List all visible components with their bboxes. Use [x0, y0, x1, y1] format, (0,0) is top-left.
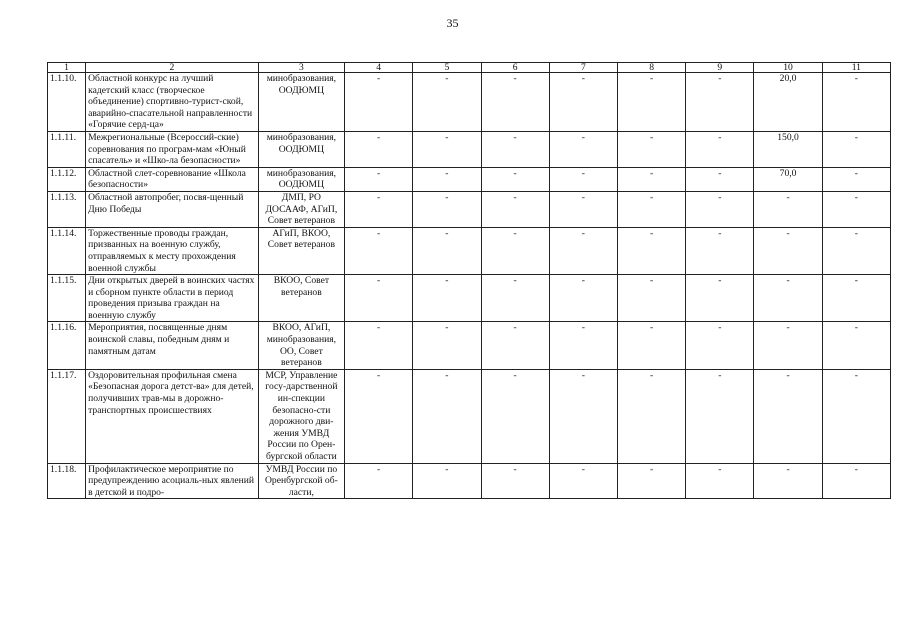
header-cell: 9 — [686, 63, 754, 73]
funding-value: - — [345, 227, 413, 274]
header-cell: 10 — [754, 63, 822, 73]
funding-value: - — [549, 463, 617, 499]
funding-value: - — [549, 227, 617, 274]
event-name: Мероприятия, посвященные дням воинской славы, победным дням и памятным датам — [86, 322, 259, 369]
header-cell: 1 — [48, 63, 86, 73]
funding-value: - — [822, 322, 890, 369]
table-row — [48, 275, 891, 322]
funding-value: - — [686, 463, 754, 499]
event-name: Оздоровительная профильная смена «Безопасная дорога детст-ва» для детей, получивших трав-мы в дорожно-транспортных происшествиях — [86, 369, 259, 463]
row-number: 1.1.10. — [48, 73, 86, 132]
funding-value: 20,0 — [754, 73, 822, 132]
funding-value: - — [617, 227, 685, 274]
funding-value: - — [345, 131, 413, 167]
funding-value: - — [822, 131, 890, 167]
funding-value: - — [617, 369, 685, 463]
header-cell: 7 — [549, 63, 617, 73]
funding-value: - — [413, 275, 481, 322]
funding-value: - — [617, 191, 685, 227]
header-cell: 11 — [822, 63, 890, 73]
row-number: 1.1.18. — [48, 463, 86, 499]
funding-value: - — [549, 191, 617, 227]
funding-value: - — [345, 275, 413, 322]
event-name: Профилактическое мероприятие по предупреждению асоциаль-ных явлений в детской и подро- — [86, 463, 259, 499]
funding-value: - — [345, 73, 413, 132]
funding-value: - — [481, 73, 549, 132]
funding-value: - — [481, 322, 549, 369]
funding-value: - — [686, 322, 754, 369]
funding-value: - — [822, 275, 890, 322]
funding-value: - — [686, 227, 754, 274]
funding-value: - — [345, 191, 413, 227]
funding-value: - — [481, 275, 549, 322]
event-name: Областной слет-соревнование «Школа безопасности» — [86, 167, 259, 191]
funding-value: - — [345, 167, 413, 191]
executor: МСР, Управление госу-дарственной ин-спекции безопасно-сти дорожного дви-жения УМВД России по Орен-бургской области — [258, 369, 344, 463]
header-cell: 3 — [258, 63, 344, 73]
row-number: 1.1.17. — [48, 369, 86, 463]
executor: ДМП, РО ДОСААФ, АГиП, Совет ветеранов — [258, 191, 344, 227]
funding-value: - — [413, 131, 481, 167]
table-row — [48, 73, 891, 132]
funding-value: - — [686, 191, 754, 227]
funding-value: - — [549, 73, 617, 132]
table-row — [48, 167, 891, 191]
executor: ВКОО, АГиП, минобразования, ОО, Совет ветеранов — [258, 322, 344, 369]
executor: минобразования, ООДЮМЦ — [258, 167, 344, 191]
funding-value: - — [686, 275, 754, 322]
funding-value: - — [754, 227, 822, 274]
funding-value: - — [686, 131, 754, 167]
header-cell: 2 — [86, 63, 259, 73]
funding-value: - — [754, 191, 822, 227]
funding-value: - — [754, 369, 822, 463]
table-row — [48, 322, 891, 369]
funding-value: - — [754, 322, 822, 369]
event-name: Областной конкурс на лучший кадетский класс (творческое объединение) спортивно-турист-ской, аварийно-спасательной направленности «Горячие серд-ца» — [86, 73, 259, 132]
funding-value: - — [413, 463, 481, 499]
header-cell: 6 — [481, 63, 549, 73]
funding-value: - — [617, 73, 685, 132]
funding-value: - — [686, 73, 754, 132]
funding-value: - — [617, 167, 685, 191]
row-number: 1.1.15. — [48, 275, 86, 322]
table-row — [48, 369, 891, 463]
funding-value: - — [549, 322, 617, 369]
funding-value: - — [549, 369, 617, 463]
table-row — [48, 191, 891, 227]
header-cell: 4 — [345, 63, 413, 73]
header-row — [48, 63, 891, 73]
funding-value: - — [822, 227, 890, 274]
funding-value: - — [481, 167, 549, 191]
funding-value: - — [345, 369, 413, 463]
funding-value: 70,0 — [754, 167, 822, 191]
funding-value: - — [481, 191, 549, 227]
funding-value: - — [481, 463, 549, 499]
row-number: 1.1.14. — [48, 227, 86, 274]
event-name: Межрегиональные (Всероссий-ские) соревнования по програм-мам «Юный спасатель» и «Шко-ла безопасности» — [86, 131, 259, 167]
funding-value: - — [617, 131, 685, 167]
funding-value: - — [686, 167, 754, 191]
event-name: Дни открытых дверей в воинских частях и сборном пункте области в период проведения призыва граждан на военную службу — [86, 275, 259, 322]
funding-value: - — [822, 463, 890, 499]
table-row — [48, 463, 891, 499]
funding-value: - — [413, 322, 481, 369]
funding-value: - — [617, 463, 685, 499]
funding-value: 150,0 — [754, 131, 822, 167]
funding-value: - — [822, 369, 890, 463]
executor: минобразования, ООДЮМЦ — [258, 73, 344, 132]
row-number: 1.1.13. — [48, 191, 86, 227]
funding-value: - — [413, 369, 481, 463]
event-name: Торжественные проводы граждан, призванных на военную службу, отправляемых к месту прохождения военной службы — [86, 227, 259, 274]
funding-value: - — [686, 369, 754, 463]
funding-value: - — [345, 322, 413, 369]
row-number: 1.1.12. — [48, 167, 86, 191]
funding-value: - — [549, 275, 617, 322]
funding-value: - — [754, 275, 822, 322]
table-row — [48, 131, 891, 167]
funding-value: - — [481, 369, 549, 463]
page-number: 35 — [446, 16, 459, 30]
header-cell: 8 — [617, 63, 685, 73]
funding-value: - — [617, 275, 685, 322]
executor: УМВД России по Оренбургской об-ласти, — [258, 463, 344, 499]
funding-value: - — [413, 227, 481, 274]
funding-value: - — [822, 73, 890, 132]
funding-value: - — [481, 227, 549, 274]
table-row — [48, 227, 891, 274]
funding-value: - — [822, 167, 890, 191]
funding-value: - — [413, 191, 481, 227]
executor: АГиП, ВКОО, Совет ветеранов — [258, 227, 344, 274]
executor: минобразования, ООДЮМЦ — [258, 131, 344, 167]
row-number: 1.1.16. — [48, 322, 86, 369]
row-number: 1.1.11. — [48, 131, 86, 167]
funding-value: - — [822, 191, 890, 227]
funding-value: - — [617, 322, 685, 369]
funding-value: - — [481, 131, 549, 167]
funding-value: - — [549, 131, 617, 167]
funding-value: - — [549, 167, 617, 191]
funding-value: - — [345, 463, 413, 499]
funding-value: - — [413, 167, 481, 191]
event-name: Областной автопробег, посвя-щенный Дню Победы — [86, 191, 259, 227]
plan-table — [47, 62, 891, 499]
funding-value: - — [754, 463, 822, 499]
executor: ВКОО, Совет ветеранов — [258, 275, 344, 322]
header-cell: 5 — [413, 63, 481, 73]
funding-value: - — [413, 73, 481, 132]
